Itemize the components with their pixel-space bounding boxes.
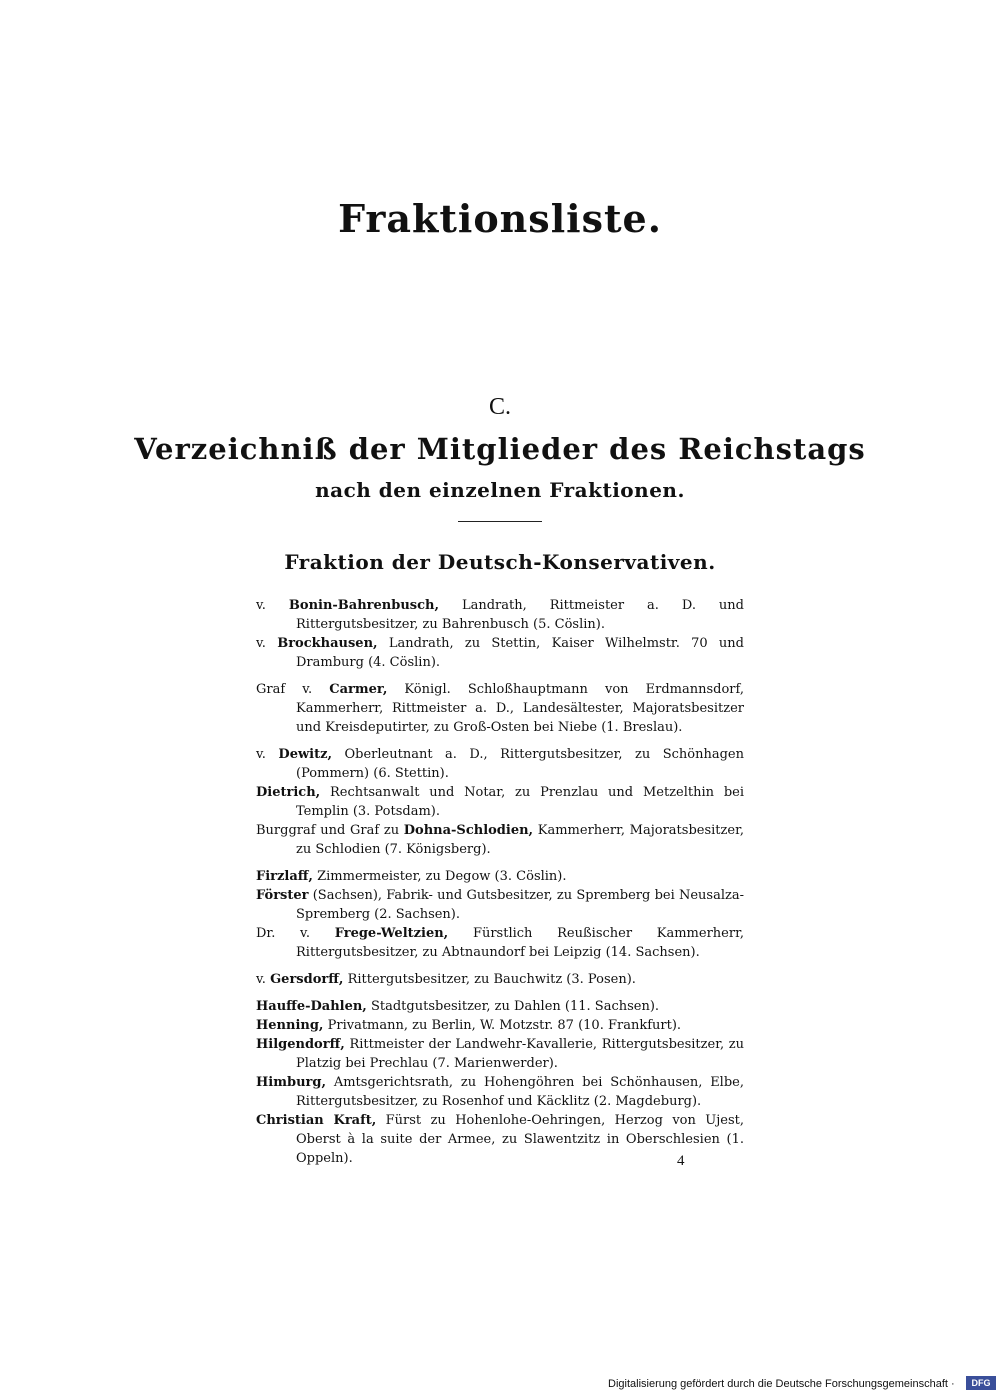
member-entry	[256, 821, 744, 859]
member-details: Zimmermeister, zu Degow (3. Cöslin).	[317, 869, 567, 884]
heading-line-1: Verzeichniß der Mitglieder des Reichstags	[134, 432, 866, 466]
member-entry	[256, 783, 744, 821]
member-entry	[256, 886, 744, 924]
member-name: Brockhausen,	[277, 636, 378, 651]
member-prefix: Dr. v.	[256, 926, 310, 941]
member-name: Hauffe-Dahlen,	[256, 999, 367, 1014]
section-letter: C.	[488, 394, 511, 420]
member-details: Rittmeister der Landwehr-Kavallerie, Rittergutsbesitzer, zu Platzig bei Prechlau (7. Marienwerder).	[296, 1037, 744, 1071]
member-details: Fürstlich Reußischer Kammerherr, Rittergutsbesitzer, zu Abtnaundorf bei Leipzig (14. Sachsen).	[296, 926, 744, 960]
member-details: (Sachsen), Fabrik- und Gutsbesitzer, zu Spremberg bei Neusalza-Spremberg (2. Sachsen).	[296, 888, 745, 922]
member-name: Henning,	[256, 1018, 324, 1033]
member-name: Dietrich,	[256, 785, 321, 800]
member-name: Himburg,	[256, 1075, 326, 1090]
member-details: Landrath, zu Stettin, Kaiser Wilhelmstr. 70 und Dramburg (4. Cöslin).	[296, 636, 745, 670]
member-entry	[256, 634, 744, 672]
member-prefix: v.	[256, 747, 266, 762]
member-details: Königl. Schloßhauptmann von Erdmannsdorf, Kammerherr, Rittmeister a. D., Landesältester, Majoratsbesitzer und Kreisdeputirter, zu Groß-Osten bei Niebe (1. Breslau).	[296, 682, 744, 735]
footer-credit: Digitalisierung gefördert durch die Deutsche Forschungsgemeinschaft ·	[608, 1378, 955, 1390]
member-name: Firzlaff,	[256, 869, 313, 884]
member-name: Dohna-Schlodien,	[403, 823, 534, 838]
member-entry	[256, 867, 744, 886]
member-details: Landrath, Rittmeister a. D. und Rittergutsbesitzer, zu Bahrenbusch (5. Cöslin).	[296, 598, 744, 632]
member-name: Gersdorff,	[270, 972, 344, 987]
page-number: 4	[677, 1153, 685, 1169]
member-details: Rittergutsbesitzer, zu Bauchwitz (3. Posen).	[347, 972, 636, 987]
member-name: Frege-Weltzien,	[334, 926, 449, 941]
member-entry	[256, 924, 744, 962]
dfg-logo-icon: DFG	[966, 1376, 996, 1390]
member-details: Amtsgerichtsrath, zu Hohengöhren bei Schönhausen, Elbe, Rittergutsbesitzer, zu Rosenhof und Käcklitz (2. Magdeburg).	[296, 1075, 744, 1109]
member-name: Hilgendorff,	[256, 1037, 345, 1052]
member-name: Carmer,	[329, 682, 388, 697]
member-prefix: v.	[256, 636, 266, 651]
member-name: Förster	[256, 888, 309, 903]
divider-rule	[458, 521, 542, 522]
member-prefix: v.	[256, 972, 266, 987]
member-entry	[256, 1035, 744, 1073]
member-entry	[256, 1111, 744, 1168]
member-entry	[256, 745, 744, 783]
member-name: Bonin-Bahrenbusch,	[288, 598, 439, 613]
faction-title: Fraktion der Deutsch-Konservativen.	[284, 550, 716, 574]
member-details: Stadtgutsbesitzer, zu Dahlen (11. Sachsen).	[370, 999, 660, 1014]
member-entry	[256, 1073, 744, 1111]
member-entry	[256, 970, 744, 989]
member-name: Christian Kraft,	[256, 1113, 377, 1128]
member-details: Fürst zu Hohenlohe-Oehringen, Herzog von Ujest, Oberst à la suite der Armee, zu Slawentzitz in Oberschlesien (1. Oppeln).	[296, 1113, 744, 1166]
member-prefix: v.	[256, 598, 266, 613]
heading-line-2: nach den einzelnen Fraktionen.	[315, 478, 685, 502]
member-prefix: Graf v.	[256, 682, 313, 697]
member-entry	[256, 596, 744, 634]
member-list	[256, 596, 744, 1168]
member-details: Oberleutnant a. D., Rittergutsbesitzer, zu Schönhagen (Pommern) (6. Stettin).	[296, 747, 744, 781]
member-entry	[256, 680, 744, 737]
member-prefix: Burggraf und Graf zu	[256, 823, 400, 838]
member-entry	[256, 1016, 744, 1035]
member-entry	[256, 997, 744, 1016]
member-details: Privatmann, zu Berlin, W. Motzstr. 87 (10. Frankfurt).	[327, 1018, 682, 1033]
member-name: Dewitz,	[278, 747, 333, 762]
member-details: Rechtsanwalt und Notar, zu Prenzlau und Metzelthin bei Templin (3. Potsdam).	[296, 785, 744, 819]
main-title: Fraktionsliste.	[338, 196, 662, 241]
member-details: Kammerherr, Majoratsbesitzer, zu Schlodien (7. Königsberg).	[296, 823, 744, 857]
